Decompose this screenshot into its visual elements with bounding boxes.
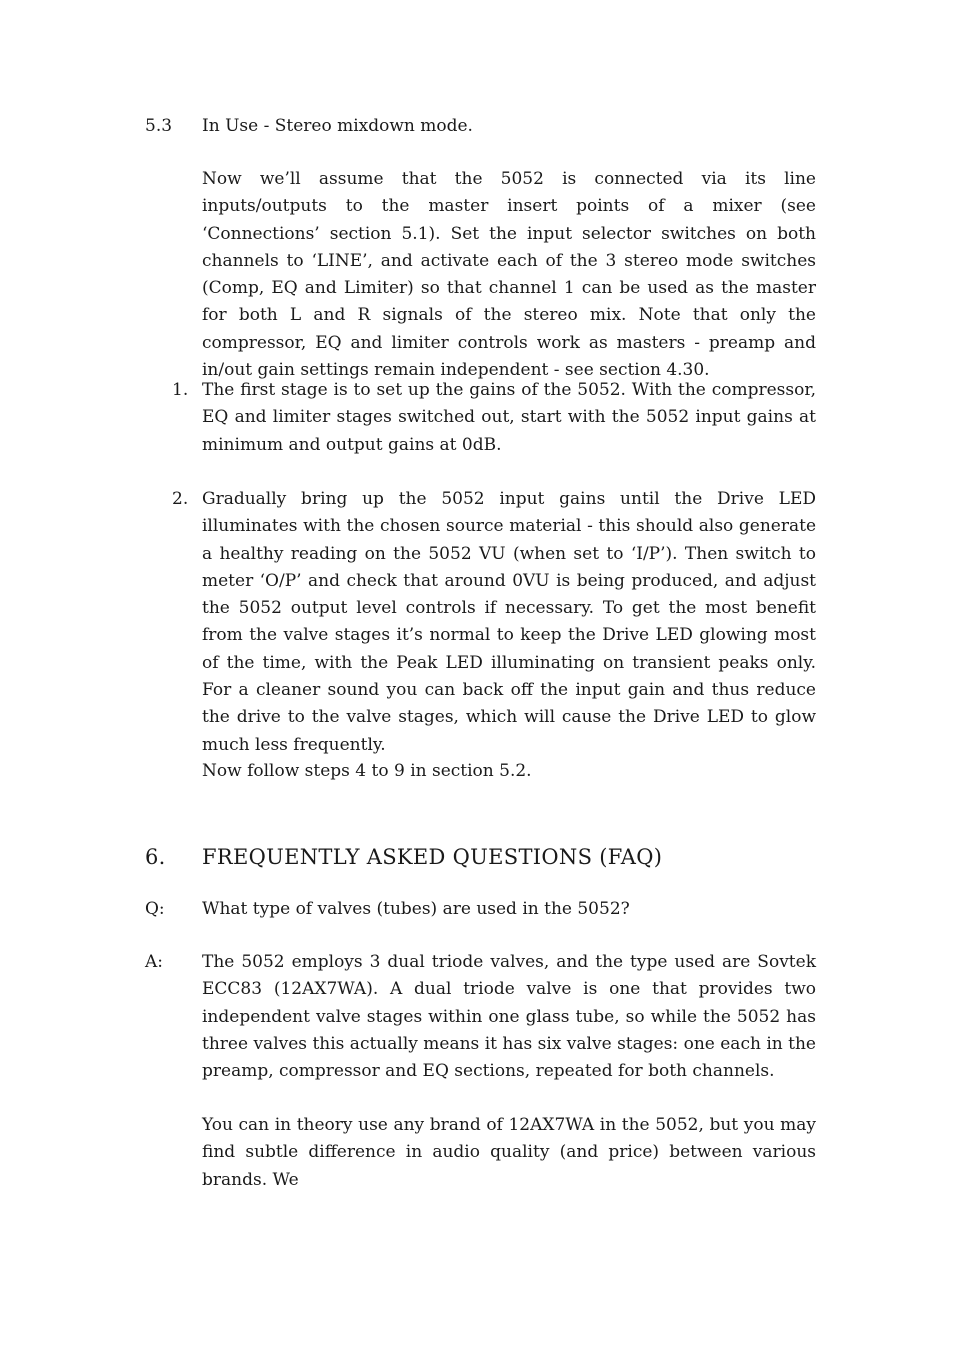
answer-paragraph-continued: You can in theory use any brand of 12AX7WA in the 5052, but you may find subtle difference in audio quality (and price) between various brands. We <box>202 1115 816 1190</box>
section-number: 6. <box>145 845 166 869</box>
step-text: The first stage is to set up the gains of the 5052. With the compressor, EQ and limiter stages switched out, start with the 5052 input gains at minimum and output gains at 0dB. <box>202 380 816 455</box>
section-title: In Use - Stereo mixdown mode. <box>202 116 473 136</box>
answer-label: A: <box>145 952 164 972</box>
answer-paragraph: The 5052 employs 3 dual triode valves, and the type used are Sovtek ECC83 (12AX7WA). A dual triode valve is one that provides two independent valve stages within one glass tube, so while the 5052 has three valves this actually means it has six valve stages: one each in the preamp, compressor and EQ sections, repeated for both channels. <box>202 952 816 1082</box>
intro-paragraph: Now we’ll assume that the 5052 is connected via its line inputs/outputs to the master insert points of a mixer (see ‘Connections’ section 5.1). Set the input selector switches on both channels to ‘LINE’, and activate each of the 3 stereo mode switches (Comp, EQ and Limiter) so that channel 1 can be used as the master for both L and R signals of the stereo mix. Note that only the compressor, EQ and limiter controls work as masters - preamp and in/out gain settings remain independent - see section 4.30. <box>202 169 816 381</box>
section-title: FREQUENTLY ASKED QUESTIONS (FAQ) <box>202 845 663 869</box>
step-text: Gradually bring up the 5052 input gains until the Drive LED illuminates with the chosen source material - this should also generate a healthy reading on the 5052 VU (when set to ‘I/P’). Then switch to meter ‘O/P’ and check that around 0VU is being produced, and adjust the 5052 output level controls if necessary. To get the most benefit from the valve stages it’s normal to keep the Drive LED glowing most of the time, with the Peak LED illuminating on transient peaks only. For a cleaner sound you can back off the input gain and thus reduce the drive to the valve stages, which will cause the Drive LED to glow much less frequently. <box>202 489 816 755</box>
step-number: 1. <box>172 380 189 400</box>
question-label: Q: <box>145 899 165 919</box>
question-text: What type of valves (tubes) are used in the 5052? <box>202 899 630 919</box>
followup-paragraph: Now follow steps 4 to 9 in section 5.2. <box>202 761 532 781</box>
section-number: 5.3 <box>145 116 173 136</box>
step-number: 2. <box>172 489 189 509</box>
